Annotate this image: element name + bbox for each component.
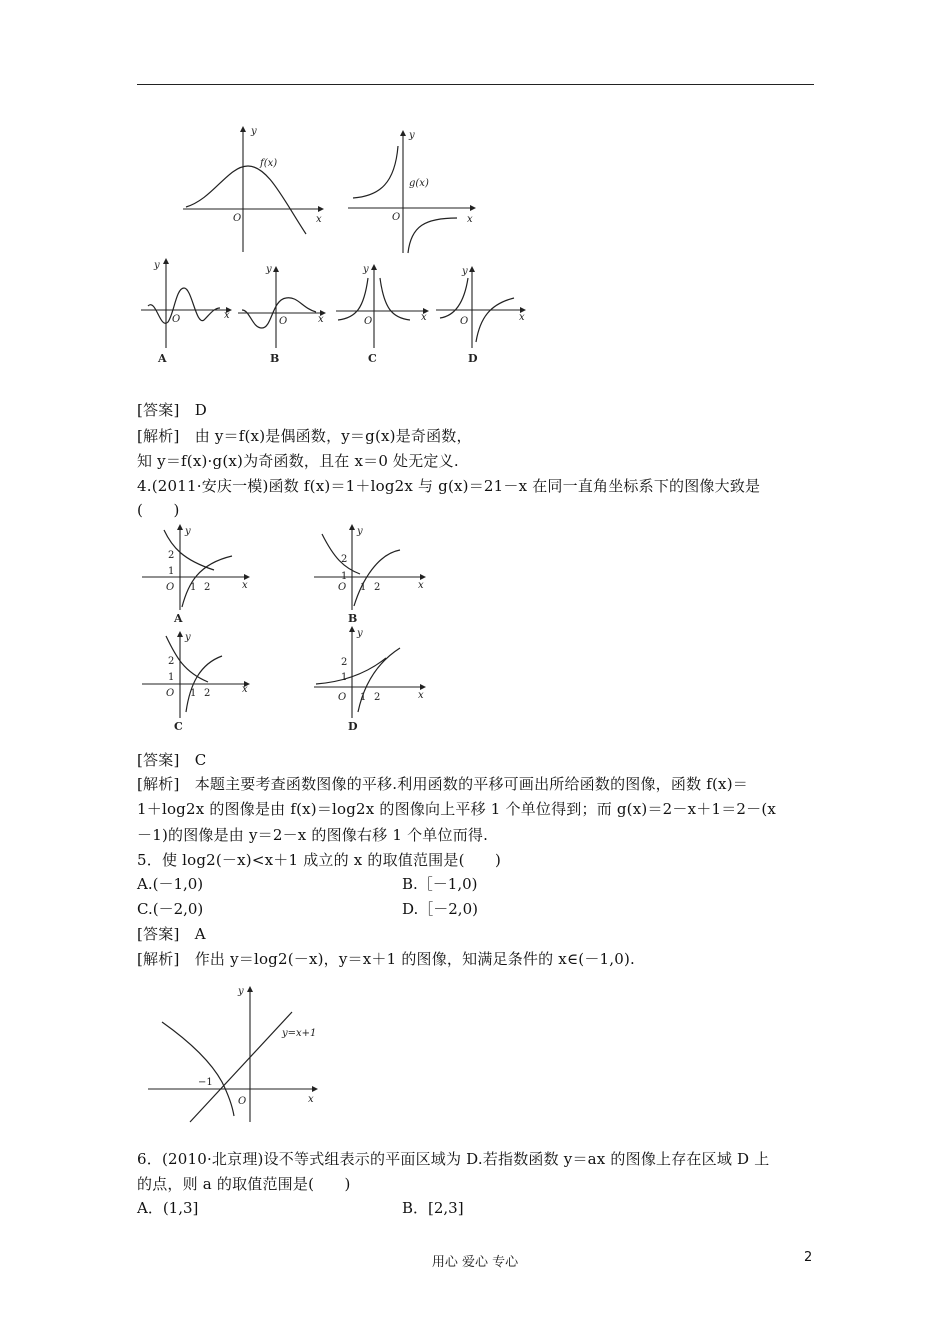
figure-q3-options <box>138 258 538 368</box>
fx-x-label: x <box>316 214 322 225</box>
option-a-label: A <box>158 352 167 365</box>
axis-label: x <box>242 580 248 591</box>
q4-option-a-label: A <box>174 612 183 625</box>
axis-arrow <box>371 264 377 270</box>
axis-label: y <box>238 986 244 997</box>
axis-label: O <box>238 1096 247 1107</box>
axis-arrow <box>247 986 253 992</box>
axis-label: x <box>519 312 525 323</box>
q3-analysis-1: [解析] 由 y＝f(x)是偶函数，y＝g(x)是奇函数， <box>137 427 472 445</box>
curve-c-right <box>380 278 410 320</box>
gx-y-arrow <box>400 130 406 136</box>
axis-label: y <box>266 264 272 275</box>
graph-curve: 1 <box>168 566 175 577</box>
gx-x-arrow <box>470 205 476 211</box>
q5-analysis: [解析] 作出 y＝log2(－x)，y＝x＋1 的图像，知满足条件的 x∈(－1,0). <box>137 950 635 968</box>
q5-line-label: y=x+1 <box>282 1028 317 1039</box>
axis-label: O <box>166 688 175 699</box>
q4b-f <box>354 550 400 606</box>
axis-label: y <box>357 526 363 537</box>
axis-label: O <box>279 316 288 327</box>
graph-curve: 1 <box>341 672 348 683</box>
gx-x-label: x <box>467 214 473 225</box>
q5-stem: 5．使 log2(－x)<x＋1 成立的 x 的取值范围是( ) <box>137 851 502 869</box>
q5-log-curve <box>162 1022 234 1116</box>
graph-curve: 1 <box>341 571 348 582</box>
axis-label: y <box>185 632 191 643</box>
axis-arrow <box>163 258 169 264</box>
axis-label: x <box>318 314 324 325</box>
axis-label: O <box>172 314 181 325</box>
axis-label: O <box>166 582 175 593</box>
axis-label: y <box>185 526 191 537</box>
q4-option-b-label: B <box>348 612 358 625</box>
graph-curve: 1 <box>190 582 197 593</box>
graph-curve: 2 <box>341 657 348 668</box>
figure-q5 <box>146 984 326 1129</box>
curve-c-left <box>338 278 368 320</box>
graph-curve: 2 <box>374 692 381 703</box>
axis-label: x <box>418 690 424 701</box>
option-b-label: B <box>270 352 280 365</box>
header-rule <box>137 84 814 85</box>
fx-curve <box>186 166 306 234</box>
axis-arrow <box>349 524 355 530</box>
graph-curve: 2 <box>341 554 348 565</box>
axis-label: x <box>308 1094 314 1105</box>
axis-arrow <box>312 1086 318 1092</box>
q4-analysis-3: －1)的图像是由 y＝2－x 的图像右移 1 个单位而得. <box>137 826 489 844</box>
axis-label: x <box>242 684 248 695</box>
q5-option-d: D.［－2,0) <box>402 900 478 918</box>
fx-origin: O <box>233 213 242 224</box>
figure-fx <box>178 124 328 254</box>
q6-stem-2: 的点，则 a 的取值范围是( ) <box>137 1175 351 1193</box>
graph-curve: 1 <box>360 582 367 593</box>
axis-label: y <box>154 260 160 271</box>
graph-curve: 2 <box>204 688 211 699</box>
curve-a <box>148 288 220 323</box>
axis-label: O <box>338 692 347 703</box>
axis-label: x <box>224 310 230 321</box>
fx-y-arrow <box>240 126 246 132</box>
axis-label: x <box>418 580 424 591</box>
q5-option-b: B.［－1,0) <box>402 875 478 893</box>
curve-d-left <box>440 278 468 318</box>
fx-x-arrow <box>318 206 324 212</box>
q3-answer: [答案] D <box>137 401 207 419</box>
q4-option-d-label: D <box>348 720 358 733</box>
q5-minus-one: −1 <box>198 1077 213 1088</box>
q4-option-c-label: C <box>174 720 183 733</box>
q3-analysis-2: 知 y＝f(x)·g(x)为奇函数，且在 x＝0 处无定义. <box>137 452 459 470</box>
graph-curve: 2 <box>204 582 211 593</box>
axis-label: y <box>357 628 363 639</box>
figure-q4-options <box>138 522 438 734</box>
q4-answer: [答案] C <box>137 751 207 769</box>
gx-origin: O <box>392 212 401 223</box>
option-c-label: C <box>368 352 377 365</box>
page-number: 2 <box>804 1250 813 1265</box>
q6-option-b: B．[2,3] <box>402 1199 464 1217</box>
axis-label: y <box>462 266 468 277</box>
axis-label: x <box>421 312 427 323</box>
axis-label: O <box>460 316 469 327</box>
gx-label: g(x) <box>409 178 429 189</box>
gx-curve-right <box>408 218 457 253</box>
q6-stem-1: 6．(2010·北京理)设不等式组表示的平面区域为 D.若指数函数 y＝ax 的图像上存在区域 D 上 <box>137 1150 770 1168</box>
axis-arrow <box>273 266 279 272</box>
axis-label: O <box>364 316 373 327</box>
gx-y-label: y <box>409 130 415 141</box>
graph-curve: 2 <box>374 582 381 593</box>
q6-option-a: A．(1,3] <box>137 1199 199 1217</box>
q4-stem-1: 4.(2011·安庆一模)函数 f(x)＝1＋log2x 与 g(x)＝21－x 在同一直角坐标系下的图像大致是 <box>137 477 761 495</box>
graph-curve: 2 <box>168 550 175 561</box>
q5-answer: [答案] A <box>137 925 206 943</box>
fx-label: f(x) <box>260 158 278 169</box>
graph-curve: 1 <box>168 672 175 683</box>
q4-analysis-1: [解析] 本题主要考查函数图像的平移.利用函数的平移可画出所给函数的图像，函数 f(x)＝ <box>137 775 748 793</box>
axis-arrow <box>177 524 183 530</box>
q5-option-c: C.(－2,0) <box>137 900 204 918</box>
graph-curve: 2 <box>168 656 175 667</box>
figure-gx <box>345 128 480 258</box>
q4-stem-2: ( ) <box>137 501 180 519</box>
axis-arrow <box>349 626 355 632</box>
option-d-label: D <box>468 352 478 365</box>
graph-curve: 1 <box>190 688 197 699</box>
axis-arrow <box>469 266 475 272</box>
graph-curve: 1 <box>360 692 367 703</box>
fx-y-label: y <box>251 126 257 137</box>
q5-option-a: A.(－1,0) <box>137 875 204 893</box>
axis-arrow <box>177 631 183 637</box>
axis-label: O <box>338 582 347 593</box>
q4-analysis-2: 1＋log2x 的图像是由 f(x)＝log2x 的图像向上平移 1 个单位得到；而 g(x)＝2－x＋1＝2－(x <box>137 800 777 818</box>
curve-d-right <box>476 298 514 342</box>
axis-label: y <box>363 264 369 275</box>
gx-curve-left <box>353 146 398 198</box>
footer-text: 用心 爱心 专心 <box>431 1255 519 1270</box>
